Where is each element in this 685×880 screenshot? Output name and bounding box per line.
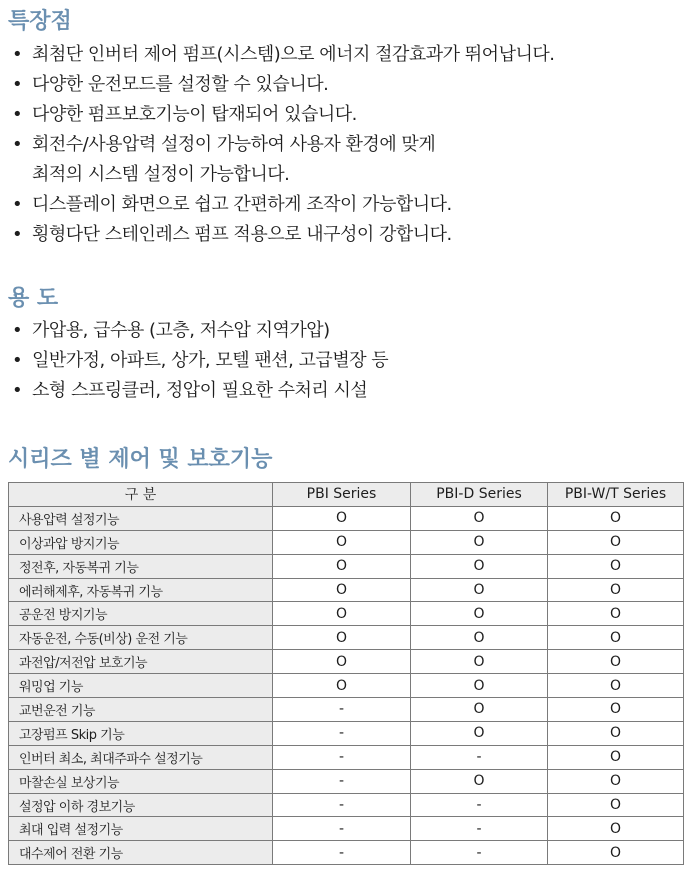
features-item (8, 130, 554, 190)
uses-item (8, 316, 388, 346)
table-row (9, 721, 684, 745)
table-row (9, 602, 684, 626)
pbi-d-value: - (411, 745, 548, 769)
bullet-icon: • (12, 134, 23, 155)
function-label: 자동운전, 수동(비상) 운전 기능 (9, 626, 273, 650)
features-item-text: 회전수/사용압력 설정이 가능하여 사용자 환경에 맞게 (32, 134, 436, 155)
table-header-row (9, 483, 684, 507)
pbi-value: - (273, 817, 411, 841)
features-item (8, 40, 554, 70)
uses-item-text: 일반가정, 아파트, 상가, 모텔 팬션, 고급별장 등 (32, 350, 389, 371)
pbi-value: O (273, 650, 411, 674)
table-row (9, 841, 684, 865)
pbi-value: - (273, 745, 411, 769)
pbi-wt-value: O (548, 793, 684, 817)
pbi-wt-value: O (548, 530, 684, 554)
uses-item-text: 소형 스프링클러, 정압이 필요한 수처리 시설 (32, 380, 368, 401)
pbi-d-value: O (411, 530, 548, 554)
features-item-text: 디스플레이 화면으로 쉽고 간편하게 조작이 가능합니다. (32, 194, 452, 215)
bullet-icon: • (12, 104, 23, 125)
pbi-wt-value: O (548, 817, 684, 841)
pbi-value: O (273, 626, 411, 650)
function-label: 공운전 방지기능 (9, 602, 273, 626)
table-row (9, 674, 684, 698)
features-title: 특장점 (8, 9, 72, 34)
bullet-icon: • (12, 194, 23, 215)
header-pbi: PBI Series (273, 483, 411, 507)
pbi-value: O (273, 506, 411, 530)
pbi-d-value: - (411, 817, 548, 841)
pbi-wt-value: O (548, 602, 684, 626)
pbi-d-value: - (411, 793, 548, 817)
features-item (8, 100, 554, 130)
table-row (9, 626, 684, 650)
features-item-text: 최적의 시스템 설정이 가능합니다. (32, 164, 290, 185)
table-row (9, 650, 684, 674)
function-label: 교번운전 기능 (9, 698, 273, 722)
function-label: 대수제어 전환 기능 (9, 841, 273, 865)
pbi-d-value: O (411, 554, 548, 578)
pbi-value: - (273, 721, 411, 745)
pbi-d-value: O (411, 506, 548, 530)
table-row (9, 530, 684, 554)
pbi-d-value: O (411, 769, 548, 793)
pbi-value: - (273, 698, 411, 722)
pbi-wt-value: O (548, 745, 684, 769)
pbi-wt-value: O (548, 841, 684, 865)
features-item (8, 190, 554, 220)
uses-list (8, 316, 388, 406)
pbi-value: O (273, 602, 411, 626)
pbi-d-value: O (411, 602, 548, 626)
pbi-d-value: O (411, 626, 548, 650)
function-label: 과전압/저전압 보호기능 (9, 650, 273, 674)
pbi-value: O (273, 578, 411, 602)
pbi-wt-value: O (548, 721, 684, 745)
uses-item-text: 가압용, 급수용 (고층, 저수압 지역가압) (32, 320, 330, 341)
features-list (8, 40, 554, 250)
function-label: 설정압 이하 경보기능 (9, 793, 273, 817)
table-row (9, 769, 684, 793)
pbi-d-value: O (411, 698, 548, 722)
series-table-title: 시리즈 별 제어 및 보호기능 (8, 447, 273, 472)
function-label: 정전후, 자동복귀 기능 (9, 554, 273, 578)
table-row (9, 506, 684, 530)
pbi-wt-value: O (548, 578, 684, 602)
pbi-d-value: O (411, 721, 548, 745)
pbi-d-value: O (411, 650, 548, 674)
uses-item (8, 376, 388, 406)
uses-item (8, 346, 388, 376)
function-label: 에러해제후, 자동복귀 기능 (9, 578, 273, 602)
table-row (9, 817, 684, 841)
function-label: 사용압력 설정기능 (9, 506, 273, 530)
function-label: 워밍업 기능 (9, 674, 273, 698)
table-row (9, 745, 684, 769)
table-row (9, 698, 684, 722)
pbi-value: - (273, 793, 411, 817)
pbi-d-value: - (411, 841, 548, 865)
features-item-text: 최첨단 인버터 제어 펌프(시스템)으로 에너지 절감효과가 뛰어납니다. (32, 44, 555, 65)
series-function-table (8, 482, 684, 865)
features-item (8, 70, 554, 100)
features-item-text: 다양한 운전모드를 설정할 수 있습니다. (32, 74, 329, 95)
bullet-icon: • (12, 224, 23, 245)
function-label: 마찰손실 보상기능 (9, 769, 273, 793)
pbi-value: O (273, 674, 411, 698)
bullet-icon: • (12, 44, 23, 65)
header-category: 구 분 (9, 483, 273, 507)
pbi-wt-value: O (548, 769, 684, 793)
features-item-text: 횡형다단 스테인레스 펌프 적용으로 내구성이 강합니다. (32, 224, 452, 245)
pbi-d-value: O (411, 578, 548, 602)
table-row (9, 554, 684, 578)
uses-title: 용 도 (8, 286, 59, 311)
pbi-wt-value: O (548, 626, 684, 650)
function-label: 최대 입력 설정기능 (9, 817, 273, 841)
pbi-wt-value: O (548, 650, 684, 674)
header-pbi-d: PBI-D Series (411, 483, 548, 507)
bullet-icon: • (12, 74, 23, 95)
pbi-d-value: O (411, 674, 548, 698)
bullet-icon: • (12, 350, 23, 371)
pbi-wt-value: O (548, 506, 684, 530)
bullet-icon: • (12, 380, 23, 401)
function-label: 인버터 최소, 최대주파수 설정기능 (9, 745, 273, 769)
table-row (9, 578, 684, 602)
bullet-icon: • (12, 320, 23, 341)
header-pbi-wt: PBI-W/T Series (548, 483, 684, 507)
function-label: 이상과압 방지기능 (9, 530, 273, 554)
pbi-value: O (273, 530, 411, 554)
pbi-wt-value: O (548, 674, 684, 698)
features-item (8, 220, 554, 250)
pbi-wt-value: O (548, 698, 684, 722)
pbi-value: - (273, 841, 411, 865)
pbi-value: - (273, 769, 411, 793)
pbi-wt-value: O (548, 554, 684, 578)
table-row (9, 793, 684, 817)
pbi-value: O (273, 554, 411, 578)
features-item-text: 다양한 펌프보호기능이 탑재되어 있습니다. (32, 104, 357, 125)
function-label: 고장펌프 Skip 기능 (9, 721, 273, 745)
